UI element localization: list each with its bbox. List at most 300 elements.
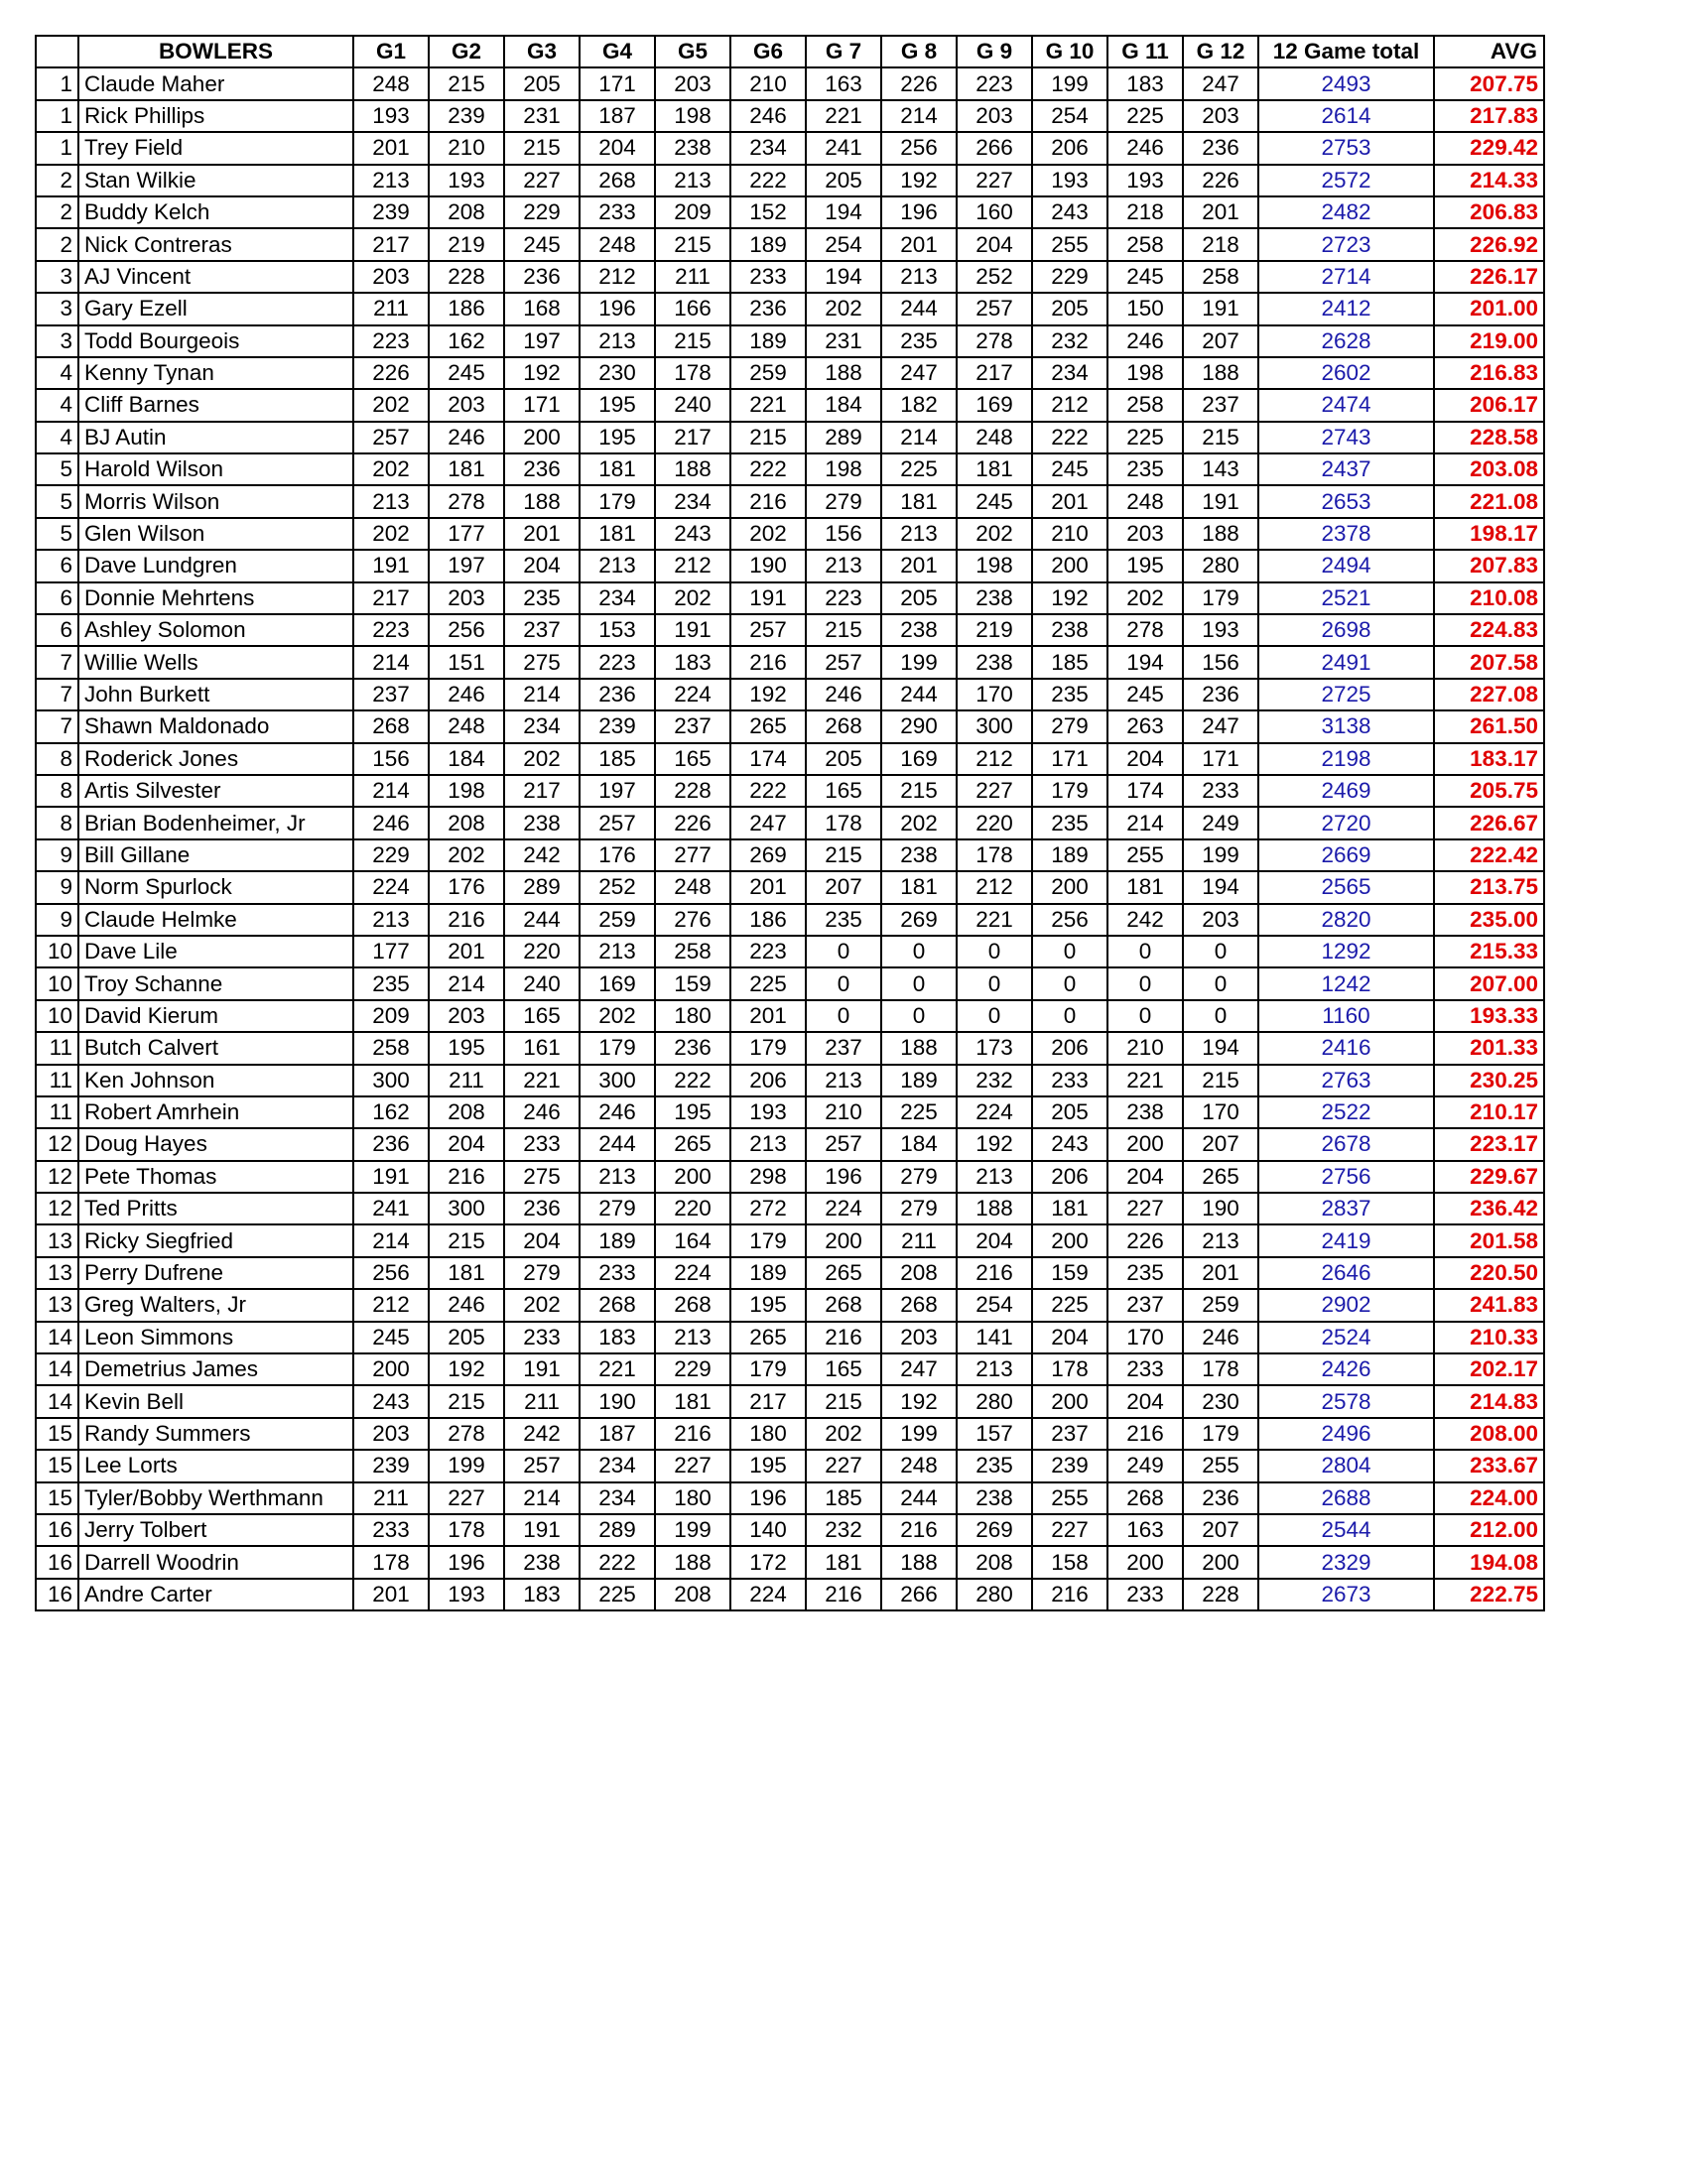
game-score-cell: 214 [881, 100, 957, 132]
bowler-name-cell: Ashley Solomon [78, 614, 353, 646]
average-cell: 207.83 [1434, 550, 1544, 581]
game-score-cell: 208 [429, 196, 504, 228]
game-score-cell: 233 [1183, 775, 1258, 807]
game-score-cell: 200 [1032, 550, 1107, 581]
game-score-cell: 194 [1107, 646, 1183, 678]
game-score-cell: 226 [881, 67, 957, 99]
game-score-cell: 176 [429, 871, 504, 903]
header-g4: G4 [580, 36, 655, 67]
total-cell: 2474 [1258, 389, 1434, 421]
game-score-cell: 240 [504, 967, 580, 999]
rank-cell: 1 [36, 100, 78, 132]
total-cell: 2753 [1258, 132, 1434, 164]
bowler-name-cell: Morris Wilson [78, 485, 353, 517]
header-bowlers: BOWLERS [78, 36, 353, 67]
total-cell: 2578 [1258, 1385, 1434, 1417]
table-row [36, 293, 1544, 324]
game-score-cell: 215 [655, 325, 730, 357]
game-score-cell: 268 [353, 710, 429, 742]
game-score-cell: 257 [504, 1450, 580, 1481]
rank-cell: 5 [36, 485, 78, 517]
table-row [36, 743, 1544, 775]
game-score-cell: 278 [1107, 614, 1183, 646]
game-score-cell: 215 [806, 839, 881, 871]
game-score-cell: 204 [957, 228, 1032, 260]
game-score-cell: 189 [1032, 839, 1107, 871]
bowler-name-cell: Lee Lorts [78, 1450, 353, 1481]
game-score-cell: 213 [957, 1161, 1032, 1193]
game-score-cell: 200 [1032, 871, 1107, 903]
game-score-cell: 193 [1032, 165, 1107, 196]
total-cell: 2416 [1258, 1032, 1434, 1064]
game-score-cell: 156 [353, 743, 429, 775]
game-score-cell: 225 [730, 967, 806, 999]
game-score-cell: 217 [353, 582, 429, 614]
game-score-cell: 279 [504, 1257, 580, 1289]
game-score-cell: 289 [806, 422, 881, 453]
game-score-cell: 196 [429, 1546, 504, 1578]
header-avg: AVG [1434, 36, 1544, 67]
game-score-cell: 229 [1032, 261, 1107, 293]
game-score-cell: 201 [730, 1000, 806, 1032]
game-score-cell: 191 [353, 1161, 429, 1193]
game-score-cell: 207 [1183, 325, 1258, 357]
game-score-cell: 159 [1032, 1257, 1107, 1289]
game-score-cell: 181 [881, 485, 957, 517]
rank-cell: 9 [36, 904, 78, 936]
game-score-cell: 195 [655, 1096, 730, 1128]
game-score-cell: 213 [353, 165, 429, 196]
game-score-cell: 236 [353, 1128, 429, 1160]
game-score-cell: 192 [881, 1385, 957, 1417]
game-score-cell: 202 [957, 518, 1032, 550]
average-cell: 216.83 [1434, 357, 1544, 389]
average-cell: 229.42 [1434, 132, 1544, 164]
game-score-cell: 199 [655, 1514, 730, 1546]
game-score-cell: 188 [655, 453, 730, 485]
game-score-cell: 194 [806, 261, 881, 293]
game-score-cell: 0 [1032, 936, 1107, 967]
bowler-name-cell: John Burkett [78, 679, 353, 710]
game-score-cell: 238 [504, 1546, 580, 1578]
game-score-cell: 216 [730, 646, 806, 678]
game-score-cell: 252 [580, 871, 655, 903]
game-score-cell: 203 [881, 1322, 957, 1353]
game-score-cell: 226 [655, 807, 730, 838]
game-score-cell: 214 [353, 1224, 429, 1256]
bowler-name-cell: Shawn Maldonado [78, 710, 353, 742]
table-row [36, 453, 1544, 485]
game-score-cell: 0 [1183, 967, 1258, 999]
game-score-cell: 193 [429, 1579, 504, 1610]
game-score-cell: 245 [429, 357, 504, 389]
game-score-cell: 218 [1183, 228, 1258, 260]
game-score-cell: 238 [655, 132, 730, 164]
game-score-cell: 236 [504, 261, 580, 293]
average-cell: 207.00 [1434, 967, 1544, 999]
average-cell: 222.75 [1434, 1579, 1544, 1610]
game-score-cell: 201 [1032, 485, 1107, 517]
game-score-cell: 234 [580, 1482, 655, 1514]
average-cell: 210.17 [1434, 1096, 1544, 1128]
average-cell: 210.33 [1434, 1322, 1544, 1353]
bowler-name-cell: Dave Lile [78, 936, 353, 967]
total-cell: 2614 [1258, 100, 1434, 132]
game-score-cell: 192 [957, 1128, 1032, 1160]
game-score-cell: 203 [429, 1000, 504, 1032]
game-score-cell: 181 [1107, 871, 1183, 903]
total-cell: 2329 [1258, 1546, 1434, 1578]
game-score-cell: 203 [1183, 100, 1258, 132]
header-g5: G5 [655, 36, 730, 67]
game-score-cell: 248 [353, 67, 429, 99]
game-score-cell: 151 [429, 646, 504, 678]
game-score-cell: 190 [1183, 1193, 1258, 1224]
average-cell: 233.67 [1434, 1450, 1544, 1481]
game-score-cell: 141 [957, 1322, 1032, 1353]
bowler-name-cell: AJ Vincent [78, 261, 353, 293]
game-score-cell: 163 [806, 67, 881, 99]
game-score-cell: 231 [806, 325, 881, 357]
game-score-cell: 269 [957, 1514, 1032, 1546]
table-row [36, 614, 1544, 646]
rank-cell: 11 [36, 1032, 78, 1064]
game-score-cell: 208 [429, 1096, 504, 1128]
game-score-cell: 200 [504, 422, 580, 453]
game-score-cell: 183 [580, 1322, 655, 1353]
average-cell: 213.75 [1434, 871, 1544, 903]
game-score-cell: 181 [806, 1546, 881, 1578]
game-score-cell: 176 [580, 839, 655, 871]
bowler-name-cell: Bill Gillane [78, 839, 353, 871]
game-score-cell: 222 [730, 165, 806, 196]
game-score-cell: 243 [1032, 1128, 1107, 1160]
game-score-cell: 183 [655, 646, 730, 678]
header-g12: G 12 [1183, 36, 1258, 67]
total-cell: 2496 [1258, 1418, 1434, 1450]
game-score-cell: 202 [806, 1418, 881, 1450]
game-score-cell: 197 [580, 775, 655, 807]
game-score-cell: 214 [504, 679, 580, 710]
game-score-cell: 189 [730, 325, 806, 357]
rank-cell: 1 [36, 67, 78, 99]
game-score-cell: 221 [504, 1065, 580, 1096]
game-score-cell: 202 [353, 518, 429, 550]
game-score-cell: 204 [957, 1224, 1032, 1256]
game-score-cell: 178 [429, 1514, 504, 1546]
game-score-cell: 196 [881, 196, 957, 228]
game-score-cell: 159 [655, 967, 730, 999]
game-score-cell: 165 [504, 1000, 580, 1032]
game-score-cell: 198 [1107, 357, 1183, 389]
header-g2: G2 [429, 36, 504, 67]
game-score-cell: 170 [1183, 1096, 1258, 1128]
game-score-cell: 225 [881, 453, 957, 485]
game-score-cell: 236 [504, 1193, 580, 1224]
game-score-cell: 236 [504, 453, 580, 485]
game-score-cell: 245 [353, 1322, 429, 1353]
game-score-cell: 265 [1183, 1161, 1258, 1193]
game-score-cell: 265 [806, 1257, 881, 1289]
average-cell: 201.00 [1434, 293, 1544, 324]
bowler-name-cell: David Kierum [78, 1000, 353, 1032]
game-score-cell: 235 [1032, 679, 1107, 710]
game-score-cell: 166 [655, 293, 730, 324]
game-score-cell: 186 [429, 293, 504, 324]
game-score-cell: 245 [1032, 453, 1107, 485]
game-score-cell: 204 [1107, 743, 1183, 775]
game-score-cell: 156 [1183, 646, 1258, 678]
bowler-name-cell: Demetrius James [78, 1353, 353, 1385]
bowler-name-cell: Brian Bodenheimer, Jr [78, 807, 353, 838]
game-score-cell: 188 [504, 485, 580, 517]
game-score-cell: 233 [730, 261, 806, 293]
game-score-cell: 275 [504, 646, 580, 678]
game-score-cell: 213 [353, 485, 429, 517]
game-score-cell: 192 [730, 679, 806, 710]
rank-cell: 11 [36, 1096, 78, 1128]
game-score-cell: 244 [881, 1482, 957, 1514]
game-score-cell: 279 [881, 1193, 957, 1224]
table-row [36, 1161, 1544, 1193]
game-score-cell: 152 [730, 196, 806, 228]
game-score-cell: 199 [429, 1450, 504, 1481]
total-cell: 2491 [1258, 646, 1434, 678]
game-score-cell: 246 [353, 807, 429, 838]
average-cell: 215.33 [1434, 936, 1544, 967]
game-score-cell: 210 [730, 67, 806, 99]
bowler-name-cell: Gary Ezell [78, 293, 353, 324]
game-score-cell: 247 [730, 807, 806, 838]
table-row [36, 1546, 1544, 1578]
game-score-cell: 280 [1183, 550, 1258, 581]
game-score-cell: 268 [580, 1289, 655, 1321]
game-score-cell: 170 [957, 679, 1032, 710]
game-score-cell: 200 [1107, 1546, 1183, 1578]
game-score-cell: 178 [1032, 1353, 1107, 1385]
game-score-cell: 244 [504, 904, 580, 936]
game-score-cell: 162 [429, 325, 504, 357]
game-score-cell: 216 [730, 485, 806, 517]
game-score-cell: 243 [1032, 196, 1107, 228]
game-score-cell: 236 [1183, 679, 1258, 710]
game-score-cell: 300 [957, 710, 1032, 742]
rank-cell: 3 [36, 293, 78, 324]
game-score-cell: 235 [504, 582, 580, 614]
total-cell: 2902 [1258, 1289, 1434, 1321]
game-score-cell: 206 [1032, 1161, 1107, 1193]
header-rank [36, 36, 78, 67]
game-score-cell: 232 [957, 1065, 1032, 1096]
game-score-cell: 254 [806, 228, 881, 260]
game-score-cell: 234 [504, 710, 580, 742]
game-score-cell: 198 [957, 550, 1032, 581]
table-row [36, 196, 1544, 228]
game-score-cell: 216 [881, 1514, 957, 1546]
game-score-cell: 242 [504, 839, 580, 871]
game-score-cell: 228 [655, 775, 730, 807]
game-score-cell: 214 [881, 422, 957, 453]
game-score-cell: 239 [429, 100, 504, 132]
total-cell: 3138 [1258, 710, 1434, 742]
table-row [36, 325, 1544, 357]
game-score-cell: 225 [881, 1096, 957, 1128]
game-score-cell: 221 [957, 904, 1032, 936]
game-score-cell: 200 [1032, 1385, 1107, 1417]
game-score-cell: 224 [655, 1257, 730, 1289]
game-score-cell: 210 [429, 132, 504, 164]
average-cell: 201.58 [1434, 1224, 1544, 1256]
game-score-cell: 179 [730, 1032, 806, 1064]
game-score-cell: 215 [429, 1385, 504, 1417]
game-score-cell: 186 [730, 904, 806, 936]
game-score-cell: 188 [881, 1032, 957, 1064]
game-score-cell: 275 [504, 1161, 580, 1193]
game-score-cell: 256 [881, 132, 957, 164]
rank-cell: 3 [36, 261, 78, 293]
game-score-cell: 158 [1032, 1546, 1107, 1578]
header-g11: G 11 [1107, 36, 1183, 67]
rank-cell: 12 [36, 1128, 78, 1160]
game-score-cell: 227 [655, 1450, 730, 1481]
total-cell: 2482 [1258, 196, 1434, 228]
bowler-name-cell: Glen Wilson [78, 518, 353, 550]
game-score-cell: 300 [353, 1065, 429, 1096]
game-score-cell: 233 [580, 1257, 655, 1289]
rank-cell: 9 [36, 871, 78, 903]
game-score-cell: 263 [1107, 710, 1183, 742]
game-score-cell: 171 [504, 389, 580, 421]
game-score-cell: 246 [1107, 325, 1183, 357]
game-score-cell: 199 [1032, 67, 1107, 99]
table-row [36, 710, 1544, 742]
game-score-cell: 192 [881, 165, 957, 196]
game-score-cell: 163 [1107, 1514, 1183, 1546]
game-score-cell: 216 [806, 1322, 881, 1353]
game-score-cell: 222 [730, 453, 806, 485]
rank-cell: 10 [36, 936, 78, 967]
game-score-cell: 221 [1107, 1065, 1183, 1096]
average-cell: 223.17 [1434, 1128, 1544, 1160]
game-score-cell: 223 [806, 582, 881, 614]
game-score-cell: 203 [1107, 518, 1183, 550]
game-score-cell: 214 [1107, 807, 1183, 838]
total-cell: 2602 [1258, 357, 1434, 389]
game-score-cell: 179 [580, 485, 655, 517]
game-score-cell: 220 [504, 936, 580, 967]
rank-cell: 4 [36, 389, 78, 421]
game-score-cell: 197 [504, 325, 580, 357]
game-score-cell: 208 [957, 1546, 1032, 1578]
game-score-cell: 269 [730, 839, 806, 871]
game-score-cell: 224 [655, 679, 730, 710]
game-score-cell: 248 [881, 1450, 957, 1481]
table-row [36, 1418, 1544, 1450]
header-g1: G1 [353, 36, 429, 67]
game-score-cell: 194 [1183, 1032, 1258, 1064]
game-score-cell: 181 [957, 453, 1032, 485]
game-score-cell: 225 [580, 1579, 655, 1610]
game-score-cell: 255 [1183, 1450, 1258, 1481]
game-score-cell: 183 [504, 1579, 580, 1610]
table-row [36, 1385, 1544, 1417]
average-cell: 207.75 [1434, 67, 1544, 99]
game-score-cell: 206 [730, 1065, 806, 1096]
game-score-cell: 213 [353, 904, 429, 936]
game-score-cell: 215 [1183, 1065, 1258, 1096]
game-score-cell: 201 [429, 936, 504, 967]
header-g8: G 8 [881, 36, 957, 67]
rank-cell: 4 [36, 357, 78, 389]
game-score-cell: 212 [580, 261, 655, 293]
game-score-cell: 232 [806, 1514, 881, 1546]
game-score-cell: 217 [504, 775, 580, 807]
game-score-cell: 243 [353, 1385, 429, 1417]
bowler-name-cell: Claude Maher [78, 67, 353, 99]
game-score-cell: 185 [1032, 646, 1107, 678]
game-score-cell: 247 [881, 357, 957, 389]
game-score-cell: 258 [1107, 228, 1183, 260]
rank-cell: 12 [36, 1193, 78, 1224]
game-score-cell: 254 [1032, 100, 1107, 132]
rank-cell: 13 [36, 1257, 78, 1289]
game-score-cell: 191 [1183, 485, 1258, 517]
total-cell: 2743 [1258, 422, 1434, 453]
average-cell: 226.17 [1434, 261, 1544, 293]
game-score-cell: 223 [353, 614, 429, 646]
game-score-cell: 195 [580, 389, 655, 421]
game-score-cell: 191 [353, 550, 429, 581]
game-score-cell: 213 [730, 1128, 806, 1160]
game-score-cell: 217 [655, 422, 730, 453]
game-score-cell: 205 [881, 582, 957, 614]
game-score-cell: 259 [580, 904, 655, 936]
rank-cell: 8 [36, 743, 78, 775]
rank-cell: 4 [36, 422, 78, 453]
game-score-cell: 165 [806, 775, 881, 807]
game-score-cell: 242 [1107, 904, 1183, 936]
rank-cell: 7 [36, 710, 78, 742]
game-score-cell: 234 [580, 1450, 655, 1481]
game-score-cell: 170 [1107, 1322, 1183, 1353]
game-score-cell: 256 [1032, 904, 1107, 936]
game-score-cell: 204 [1107, 1385, 1183, 1417]
game-score-cell: 244 [881, 293, 957, 324]
game-score-cell: 222 [580, 1546, 655, 1578]
game-score-cell: 191 [730, 582, 806, 614]
average-cell: 183.17 [1434, 743, 1544, 775]
game-score-cell: 248 [580, 228, 655, 260]
game-score-cell: 156 [806, 518, 881, 550]
game-score-cell: 153 [580, 614, 655, 646]
total-cell: 2522 [1258, 1096, 1434, 1128]
table-row [36, 1450, 1544, 1481]
game-score-cell: 280 [957, 1579, 1032, 1610]
game-score-cell: 211 [655, 261, 730, 293]
bowler-name-cell: Dave Lundgren [78, 550, 353, 581]
game-score-cell: 0 [806, 967, 881, 999]
table-row [36, 1096, 1544, 1128]
game-score-cell: 202 [504, 1289, 580, 1321]
table-row [36, 165, 1544, 196]
game-score-cell: 266 [881, 1579, 957, 1610]
bowler-name-cell: Buddy Kelch [78, 196, 353, 228]
game-score-cell: 178 [957, 839, 1032, 871]
game-score-cell: 201 [1183, 1257, 1258, 1289]
game-score-cell: 215 [806, 1385, 881, 1417]
game-score-cell: 229 [655, 1353, 730, 1385]
game-score-cell: 233 [580, 196, 655, 228]
